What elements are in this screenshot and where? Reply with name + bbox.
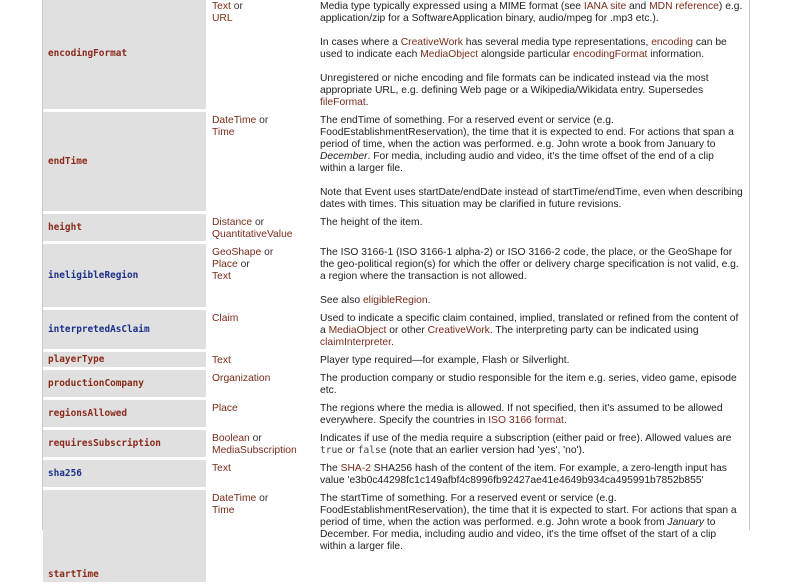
table-row — [43, 430, 747, 460]
or-text: or — [254, 217, 265, 228]
property-types — [209, 244, 312, 310]
property-description: The height of the item. — [320, 217, 423, 228]
desc-text: Note that Event uses startDate/endDate instead of startTime/endTime, even when describing dates with times. This situation may be clarified in future revisions. — [320, 187, 743, 210]
table-row — [43, 490, 747, 585]
type-link[interactable]: Claim — [212, 313, 239, 324]
desc-emphasis: January — [667, 517, 705, 528]
type-link[interactable]: DateTime — [212, 115, 257, 126]
property-name: playerType — [43, 352, 209, 370]
desc-text: . — [563, 415, 567, 426]
type-link[interactable]: QuantitativeValue — [212, 229, 293, 240]
desc-text: ) e.g. application/zip for a SoftwareApplication binary, audio/mpeg for .mp3 etc.). — [320, 1, 743, 24]
code-false: false — [357, 445, 387, 456]
code-true: true — [320, 445, 343, 456]
desc-text: See also — [320, 295, 363, 306]
eligibleregion-link[interactable]: eligibleRegion — [362, 295, 428, 306]
desc-text: SHA256 hash of the content of the item. For example, a zero-length input has value 'e3b0c44298fc1c149afbf4c8996fb92427ae41e4649b934ca495991b7852b855' — [320, 463, 727, 486]
property-name: sha256 — [43, 460, 209, 490]
type-link[interactable]: Boolean — [212, 433, 250, 444]
property-description: The production company or studio responsible for the item e.g. series, video game, episode etc. — [320, 373, 737, 396]
desc-text: . — [427, 295, 431, 306]
table-row — [43, 214, 747, 244]
or-text: or — [252, 433, 262, 444]
or-text: or — [233, 1, 243, 12]
property-name: requiresSubscription — [43, 430, 209, 460]
property-description — [312, 460, 747, 490]
desc-text: Used to indicate a specific claim contained, implied, translated or refined from the content of a — [320, 313, 739, 336]
property-types — [209, 400, 312, 430]
desc-text: . The interpreting party can be indicated using — [489, 325, 699, 336]
table-row — [43, 0, 747, 112]
property-description — [312, 430, 747, 460]
type-link[interactable]: Text — [212, 463, 231, 474]
desc-text: and — [626, 1, 650, 12]
table-row — [43, 460, 747, 490]
desc-text: The endTime of something. For a reserved event or service (e.g. FoodEstablishmentReservation), the time that it is expected to end. For actions that span a period of time, when the action was performed. e.g. John wrote a book from January to — [320, 115, 734, 150]
type-link[interactable]: Time — [212, 505, 235, 516]
desc-text: Media type typically expressed using a MIME format (see — [320, 1, 584, 12]
type-link[interactable]: Distance — [212, 217, 253, 228]
desc-text: . For media, including audio and video, it's the time offset of the end of a clip within a larger file. — [320, 151, 714, 174]
desc-text: to December. For media, including audio and video, it's the time offset of the start of a clip within a larger file. — [320, 517, 717, 552]
property-name: ineligibleRegion — [43, 244, 209, 310]
type-link[interactable]: Place — [212, 259, 238, 270]
type-link[interactable]: Text — [212, 355, 231, 366]
or-text: or — [259, 493, 269, 504]
property-description — [312, 0, 747, 112]
property-types — [209, 460, 312, 490]
type-link[interactable]: Time — [212, 127, 235, 138]
property-description — [312, 310, 747, 352]
mediaobject-link[interactable]: MediaObject — [328, 325, 387, 336]
type-link[interactable]: Text — [212, 271, 231, 282]
desc-text: . — [365, 97, 369, 108]
desc-text: In cases where a — [320, 37, 401, 48]
property-name: startTime — [43, 490, 209, 585]
properties-table — [43, 0, 747, 585]
desc-text: or — [342, 445, 358, 456]
type-link[interactable]: URL — [212, 13, 233, 24]
desc-text: The startTime of something. For a reserved event or service (e.g. FoodEstablishmentReservation), the time that it is expected to start. For actions that span a period of time, when the action was performed. e.g. John wrote a book from — [320, 493, 737, 528]
property-name: productionCompany — [43, 370, 209, 400]
type-link[interactable]: MediaSubscription — [212, 445, 297, 456]
property-name: encodingFormat — [43, 0, 209, 112]
desc-text: The — [320, 463, 341, 474]
sha2-link[interactable]: SHA-2 — [340, 463, 371, 474]
fileformat-link[interactable]: fileFormat — [320, 97, 366, 108]
mediaobject-link[interactable]: MediaObject — [420, 49, 478, 60]
desc-text: or other — [386, 325, 428, 336]
property-types — [209, 430, 312, 460]
property-name: height — [43, 214, 209, 244]
property-types — [209, 490, 312, 585]
desc-text: has several media type representations, — [462, 37, 652, 48]
type-link[interactable]: Place — [212, 403, 238, 414]
property-types — [209, 310, 312, 352]
desc-emphasis: December — [320, 151, 368, 162]
property-name: endTime — [43, 112, 209, 214]
or-text: or — [264, 247, 274, 258]
desc-text: can be used to indicate each — [320, 37, 727, 60]
table-row — [43, 370, 747, 400]
desc-text: Indicates if use of the media require a subscription (either paid or free). Allowed values are — [320, 433, 732, 444]
encoding-link[interactable]: encoding — [651, 37, 693, 48]
property-types — [209, 214, 312, 244]
type-link[interactable]: Organization — [212, 373, 271, 384]
desc-text: alongside particular — [478, 49, 574, 60]
desc-text: Unregistered or niche encoding and file formats can be indicated instead via the most appropriate URL, e.g. defining Web page or a Wikipedia/Wikidata entry. Supersedes — [320, 73, 709, 96]
property-description: Player type required—for example, Flash or Silverlight. — [320, 355, 570, 366]
table-row — [43, 244, 747, 310]
desc-text: The regions where the media is allowed. If not specified, then it's assumed to be allowed everywhere. Specify the countries in — [320, 403, 723, 426]
table-row — [43, 310, 747, 352]
property-types — [209, 112, 312, 214]
desc-text: The ISO 3166-1 (ISO 3166-1 alpha-2) or ISO 3166-2 code, the place, or the GeoShape for the geo-political region(s) for which the offer or delivery charge specification is not valid, e.g. a region where the transaction is not allowed. — [320, 247, 739, 282]
type-link[interactable]: DateTime — [212, 493, 257, 504]
or-text: or — [240, 259, 250, 270]
type-link[interactable]: Text — [212, 1, 231, 12]
desc-text: (note that an earlier version had 'yes', 'no'). — [386, 445, 585, 456]
property-description — [312, 490, 747, 585]
table-row — [43, 400, 747, 430]
encodingformat-link[interactable]: encodingFormat — [573, 49, 648, 60]
property-name: regionsAllowed — [43, 400, 209, 430]
desc-text: information. — [647, 49, 705, 60]
property-description — [312, 400, 747, 430]
mdn-link[interactable]: MDN reference — [649, 1, 719, 12]
iana-link[interactable]: IANA site — [583, 1, 627, 12]
type-link[interactable]: GeoShape — [212, 247, 262, 258]
property-name: interpretedAsClaim — [43, 310, 209, 352]
creativework-link[interactable]: CreativeWork — [427, 325, 490, 336]
property-types — [209, 352, 312, 370]
desc-text: . — [390, 337, 394, 348]
property-description — [312, 244, 747, 310]
claiminterpreter-link[interactable]: claimInterpreter — [320, 337, 391, 348]
creativework-link[interactable]: CreativeWork — [400, 37, 463, 48]
property-types — [209, 0, 312, 112]
property-description — [312, 112, 747, 214]
table-row — [43, 112, 747, 214]
property-types — [209, 370, 312, 400]
iso3166-link[interactable]: ISO 3166 format — [488, 415, 564, 426]
or-text: or — [259, 115, 269, 126]
table-row — [43, 352, 747, 370]
